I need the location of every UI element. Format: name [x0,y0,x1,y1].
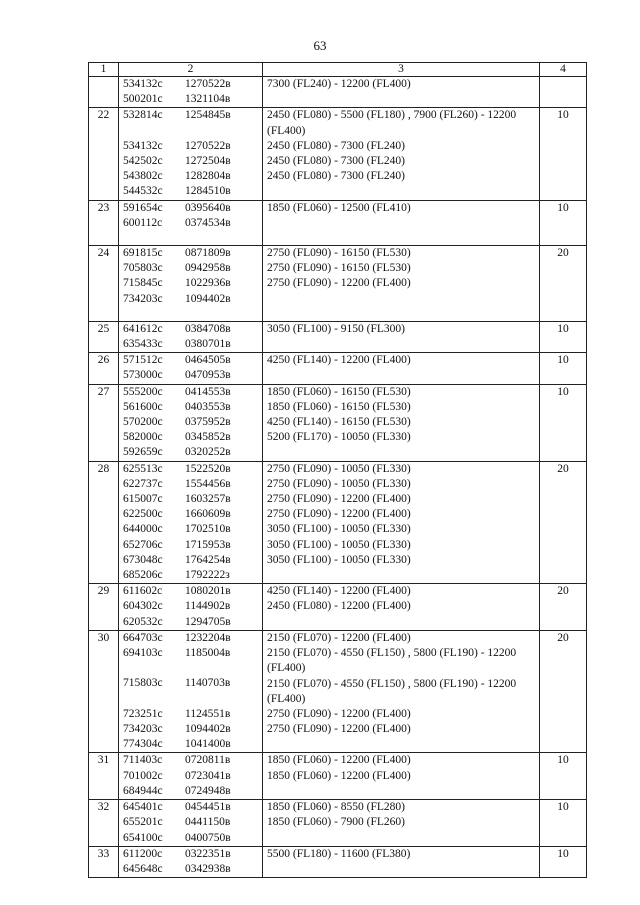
longitude: 0470953в [185,369,231,382]
altitude-range: 1850 (FL060) - 12200 (FL400) [267,754,411,767]
altitude-range: 2150 (FL070) - 4550 (FL150) , 5800 (FL190) - 12200 (FL400) [267,647,517,675]
value-cell: 20 [540,630,587,753]
table-row [89,200,587,245]
altitude-range: 2750 (FL090) - 10050 (FL330) [267,477,411,490]
coordinate-line [123,400,258,415]
longitude: 1140703в [185,677,231,690]
value-cell: 10 [540,753,587,800]
table-row [89,77,587,108]
longitude: 0384708в [185,322,231,335]
table-row [89,753,587,800]
longitude: 1270522в [185,78,231,90]
coordinate-line [123,769,258,784]
longitude: 0374534в [185,216,231,229]
altitude-range: 1850 (FL060) - 8550 (FL280) [267,801,405,814]
latitude: 711403с [123,754,163,767]
coordinate-line [123,553,258,568]
longitude: 0345852в [185,431,231,444]
altitude-cell [263,384,540,461]
coordinate-line [123,337,258,352]
latitude: 543802с [123,170,163,183]
longitude: 0395640в [185,201,231,214]
coordinate-line [123,201,258,216]
longitude: 0380701в [185,338,231,351]
value-cell: 10 [540,846,587,877]
altitude-range: 1850 (FL060) - 16150 (FL530) [267,400,411,413]
altitude-range: 2450 (FL080) - 12200 (FL400) [267,600,411,613]
latitude: 582000с [123,431,163,444]
value-cell [540,77,587,108]
altitude-cell [263,200,540,245]
latitude: 644000с [123,523,163,536]
value-cell: 10 [540,200,587,245]
coordinate-line [123,415,258,430]
latitude: 641612с [123,322,163,335]
coordinates-cell [119,246,263,322]
coordinate-line [123,599,258,614]
longitude: 1041400в [185,738,231,751]
longitude: 1124551в [185,707,231,720]
longitude: 1792222з [185,569,230,582]
coordinate-line [123,184,258,199]
coordinate-line [123,538,258,553]
coordinate-line [123,292,258,307]
row-number: 27 [89,384,119,461]
altitude-cell [263,584,540,631]
row-number: 24 [89,246,119,322]
latitude: 734203с [123,292,163,305]
table-header-row [89,63,587,77]
altitude-range: 2450 (FL080) - 7300 (FL240) [267,155,405,168]
longitude: 1232204в [185,631,231,644]
coordinate-line [123,815,258,830]
value-cell: 10 [540,108,587,200]
coordinate-line [123,92,258,107]
coordinate-line [123,631,258,646]
altitude-range: 2750 (FL090) - 12200 (FL400) [267,277,411,290]
altitude-range: 2450 (FL080) - 7300 (FL240) [267,170,405,183]
row-number: 30 [89,630,119,753]
header-col-4: 4 [540,63,587,77]
value-cell: 20 [540,246,587,322]
longitude: 0414553в [185,385,231,398]
latitude: 705803с [123,262,163,275]
coordinates-cell [119,846,263,877]
longitude: 0320252в [185,446,231,459]
longitude: 1522520в [185,462,231,475]
latitude: 534132с [123,78,163,90]
row-number: 25 [89,321,119,352]
latitude: 685206с [123,569,163,582]
altitude-cell [263,800,540,847]
latitude: 542502с [123,155,163,167]
latitude: 611602с [123,585,163,598]
longitude: 0322351в [185,847,231,860]
altitude-range: 2750 (FL090) - 10050 (FL330) [267,462,411,475]
latitude: 561600с [123,400,163,413]
coordinate-line [123,353,258,368]
latitude: 715803с [123,677,163,690]
coordinate-line [123,646,258,661]
latitude: 592659с [123,446,163,459]
altitude-range: 2750 (FL090) - 16150 (FL530) [267,247,411,260]
page-number: 63 [313,38,327,53]
latitude: 734203с [123,723,163,736]
row-number: 31 [89,753,119,800]
coordinate-line [123,492,258,507]
table-row [89,246,587,322]
latitude: 615007с [123,493,163,506]
table-row [89,800,587,847]
table-row [89,630,587,753]
altitude-range: 5500 (FL180) - 11600 (FL380) [267,847,411,860]
longitude: 1554456в [185,477,231,490]
latitude: 500201с [123,93,163,106]
coordinate-line [123,522,258,537]
altitude-range: 1850 (FL060) - 16150 (FL530) [267,385,411,398]
coordinate-line [123,737,258,752]
coordinate-line [123,246,258,261]
coordinate-line [123,800,258,815]
coordinate-line [123,445,258,460]
altitude-range: 4250 (FL140) - 12200 (FL400) [267,585,411,598]
altitude-range: 3050 (FL100) - 10050 (FL330) [267,553,411,566]
longitude: 1660609в [185,508,231,521]
coordinate-line [123,831,258,846]
longitude: 0942958в [185,262,231,275]
longitude: 1764254в [185,553,231,566]
row-number: 32 [89,800,119,847]
longitude: 1094402в [185,292,231,305]
altitude-range: 2450 (FL080) - 5500 (FL180) , 7900 (FL260) - 12200 (FL400) [267,109,517,137]
longitude: 1282804в [185,170,231,183]
row-number: 22 [89,108,119,200]
row-number: 33 [89,846,119,877]
latitude: 544532с [123,185,163,198]
coordinates-cell [119,384,263,461]
altitude-range: 4250 (FL140) - 12200 (FL400) [267,354,411,367]
longitude: 1254845в [185,109,231,122]
airspace-table [88,62,587,878]
table-row [89,584,587,631]
latitude: 555200с [123,385,163,398]
altitude-cell [263,630,540,753]
latitude: 571512с [123,354,163,367]
latitude: 664703с [123,631,163,644]
value-cell: 10 [540,800,587,847]
latitude: 604302с [123,600,163,613]
coordinate-line [123,154,258,169]
value-cell: 10 [540,384,587,461]
altitude-range: 3050 (FL100) - 9150 (FL300) [267,322,405,335]
value-cell: 10 [540,353,587,384]
header-col-3: 3 [263,63,540,77]
altitude-range: 5200 (FL170) - 10050 (FL330) [267,431,411,444]
coordinate-line [123,615,258,630]
coordinate-line [123,584,258,599]
table-row [89,108,587,200]
longitude: 0342938в [185,862,231,875]
latitude: 622500с [123,508,163,521]
latitude: 691815с [123,247,163,260]
longitude: 1272504в [185,155,231,167]
altitude-range: 2750 (FL090) - 16150 (FL530) [267,262,411,275]
coordinate-line [123,784,258,799]
altitude-range: 3050 (FL100) - 10050 (FL330) [267,538,411,551]
latitude: 532814с [123,109,163,122]
table-row [89,846,587,877]
altitude-range: 4250 (FL140) - 16150 (FL530) [267,416,411,429]
altitude-cell [263,846,540,877]
latitude: 694103с [123,647,163,660]
table-row [89,321,587,352]
altitude-range: 1850 (FL060) - 12500 (FL410) [267,201,411,214]
longitude: 1284510в [185,185,231,198]
longitude: 0375952в [185,416,231,429]
longitude: 1603257в [185,493,231,506]
latitude: 652706с [123,538,163,551]
coordinate-line [123,568,258,583]
altitude-cell [263,246,540,322]
coordinates-cell [119,753,263,800]
coordinates-cell [119,77,263,108]
longitude: 0871809в [185,247,231,260]
row-number: 28 [89,461,119,584]
longitude: 1321104в [185,93,231,106]
altitude-range: 2750 (FL090) - 12200 (FL400) [267,707,411,720]
coordinate-line [123,77,258,92]
coordinates-cell [119,353,263,384]
latitude: 635433с [123,338,163,351]
coordinate-line [123,139,258,154]
altitude-cell [263,77,540,108]
altitude-cell [263,753,540,800]
coordinate-line [123,462,258,477]
coordinate-line [123,385,258,400]
latitude: 655201с [123,816,163,829]
longitude: 1715953в [185,538,231,551]
latitude: 645401с [123,801,163,814]
value-cell: 20 [540,584,587,631]
row-number: 29 [89,584,119,631]
latitude: 701002с [123,769,163,782]
longitude: 0454451в [185,801,231,814]
coordinates-cell [119,630,263,753]
row-number [89,77,119,108]
coordinates-cell [119,108,263,200]
altitude-range: 7300 (FL240) - 12200 (FL400) [267,78,411,90]
coordinates-cell [119,461,263,584]
longitude: 1702510в [185,523,231,536]
latitude: 684944с [123,784,163,797]
coordinates-cell [119,200,263,245]
latitude: 622737с [123,477,163,490]
altitude-range: 2450 (FL080) - 7300 (FL240) [267,139,405,152]
row-number: 26 [89,353,119,384]
table-body [89,77,587,878]
coordinate-line [123,276,258,291]
coordinates-cell [119,800,263,847]
coordinate-line [123,477,258,492]
altitude-cell [263,353,540,384]
longitude: 0464505в [185,354,231,367]
latitude: 600112с [123,216,163,229]
latitude: 723251с [123,707,163,720]
table-row [89,353,587,384]
altitude-cell [263,321,540,352]
coordinates-cell [119,584,263,631]
longitude: 1144902в [185,600,231,613]
coordinate-line [123,322,258,337]
coordinates-cell [119,321,263,352]
latitude: 570200с [123,416,163,429]
coordinate-line [123,707,258,722]
longitude: 0403553в [185,400,231,413]
longitude: 1094402в [185,723,231,736]
latitude: 715845с [123,277,163,290]
altitude-range: 2750 (FL090) - 12200 (FL400) [267,723,411,736]
longitude: 1022936в [185,277,231,290]
latitude: 534132с [123,139,163,152]
latitude: 573000с [123,369,163,382]
altitude-cell [263,461,540,584]
table-row [89,461,587,584]
header-col-2: 2 [119,63,263,77]
latitude: 774304с [123,738,163,751]
longitude: 0724948в [185,784,231,797]
coordinate-line [123,507,258,522]
coordinate-line [123,862,258,877]
longitude: 1185004в [185,647,231,660]
longitude: 0400750в [185,831,231,844]
table-row [89,384,587,461]
latitude: 620532с [123,615,163,628]
coordinate-line [123,847,258,862]
latitude: 654100с [123,831,163,844]
altitude-range: 1850 (FL060) - 12200 (FL400) [267,769,411,782]
altitude-range: 2150 (FL070) - 4550 (FL150) , 5800 (FL190) - 12200 (FL400) [267,677,517,705]
longitude: 0441150в [185,816,231,829]
longitude: 1080201в [185,585,231,598]
latitude: 625513с [123,462,163,475]
coordinate-line [123,430,258,445]
altitude-range: 2750 (FL090) - 12200 (FL400) [267,493,411,506]
row-number: 23 [89,200,119,245]
header-col-1: 1 [89,63,119,77]
altitude-range: 1850 (FL060) - 7900 (FL260) [267,816,405,829]
coordinate-line [123,753,258,768]
coordinate-line [123,169,258,184]
latitude: 673048с [123,553,163,566]
coordinate-line [123,722,258,737]
coordinate-line [123,216,258,231]
longitude: 1294705в [185,615,231,628]
altitude-range: 3050 (FL100) - 10050 (FL330) [267,523,411,536]
altitude-cell [263,108,540,200]
longitude: 0723041в [185,769,231,782]
value-cell: 10 [540,321,587,352]
latitude: 611200с [123,847,163,860]
value-cell: 20 [540,461,587,584]
coordinate-line [123,676,258,691]
coordinate-line [123,108,258,123]
coordinate-line [123,261,258,276]
altitude-range: 2750 (FL090) - 12200 (FL400) [267,508,411,521]
altitude-range: 2150 (FL070) - 12200 (FL400) [267,631,411,644]
longitude: 0720811в [185,754,231,767]
latitude: 645648с [123,862,163,875]
coordinate-line [123,368,258,383]
longitude: 1270522в [185,139,231,152]
latitude: 591654с [123,201,163,214]
